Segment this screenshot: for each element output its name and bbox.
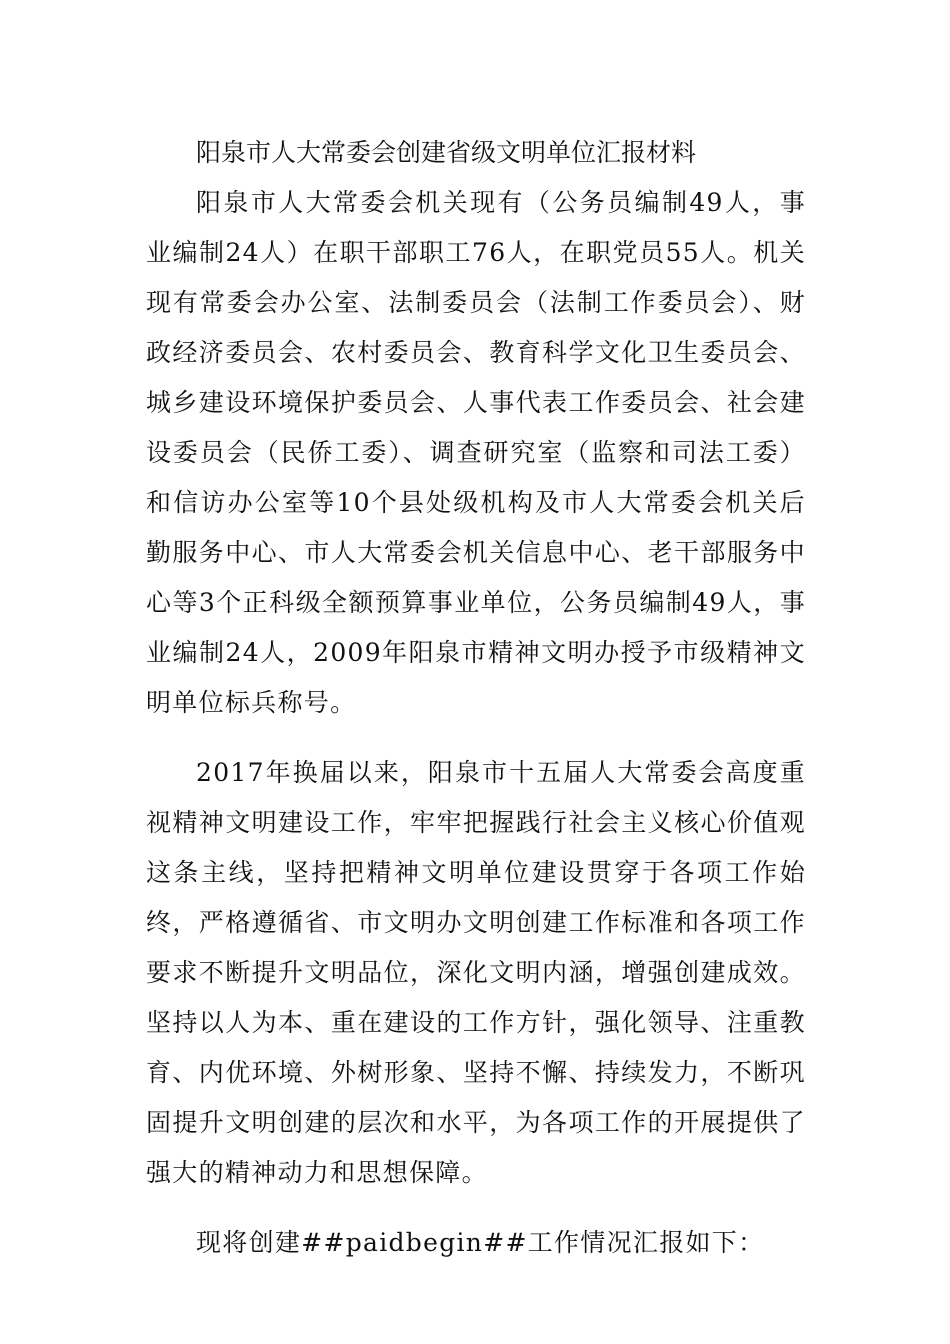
- document-title: 阳泉市人大常委会创建省级文明单位汇报材料: [196, 138, 697, 167]
- paragraph-report-intro: 现将创建##paidbegin##工作情况汇报如下：: [196, 1228, 765, 1257]
- paragraph-civilization-work: 2017年换届以来，阳泉市十五届人大常委会高度重视精神文明建设工作，牢牢把握践行社会主义核心价值观这条主线，坚持把精神文明单位建设贯穿于各项工作始终，严格遵循省、市文明办文明创建工作标准和各项工作要求不断提升文明品位，深化文明内涵，增强创建成效。坚持以人为本、重在建设的工作方针，强化领导、注重教育、内优环境、外树形象、坚持不懈、持续发力，不断巩固提升文明创建的层次和水平，为各项工作的开展提供了强大的精神动力和思想保障。: [146, 758, 806, 1187]
- paragraph-organization-overview: 阳泉市人大常委会机关现有（公务员编制49人，事业编制24人）在职干部职工76人，在职党员55人。机关现有常委会办公室、法制委员会（法制工作委员会）、财政经济委员会、农村委员会、教育科学文化卫生委员会、城乡建设环境保护委员会、人事代表工作委员会、社会建设委员会（民侨工委）、调查研究室（监察和司法工委）和信访办公室等10个县处级机构及市人大常委会机关后勤服务中心、市人大常委会机关信息中心、老干部服务中心等3个正科级全额预算事业单位，公务员编制49人，事业编制24人，2009年阳泉市精神文明办授予市级精神文明单位标兵称号。: [146, 188, 806, 717]
- document-page: [146, 128, 806, 1268]
